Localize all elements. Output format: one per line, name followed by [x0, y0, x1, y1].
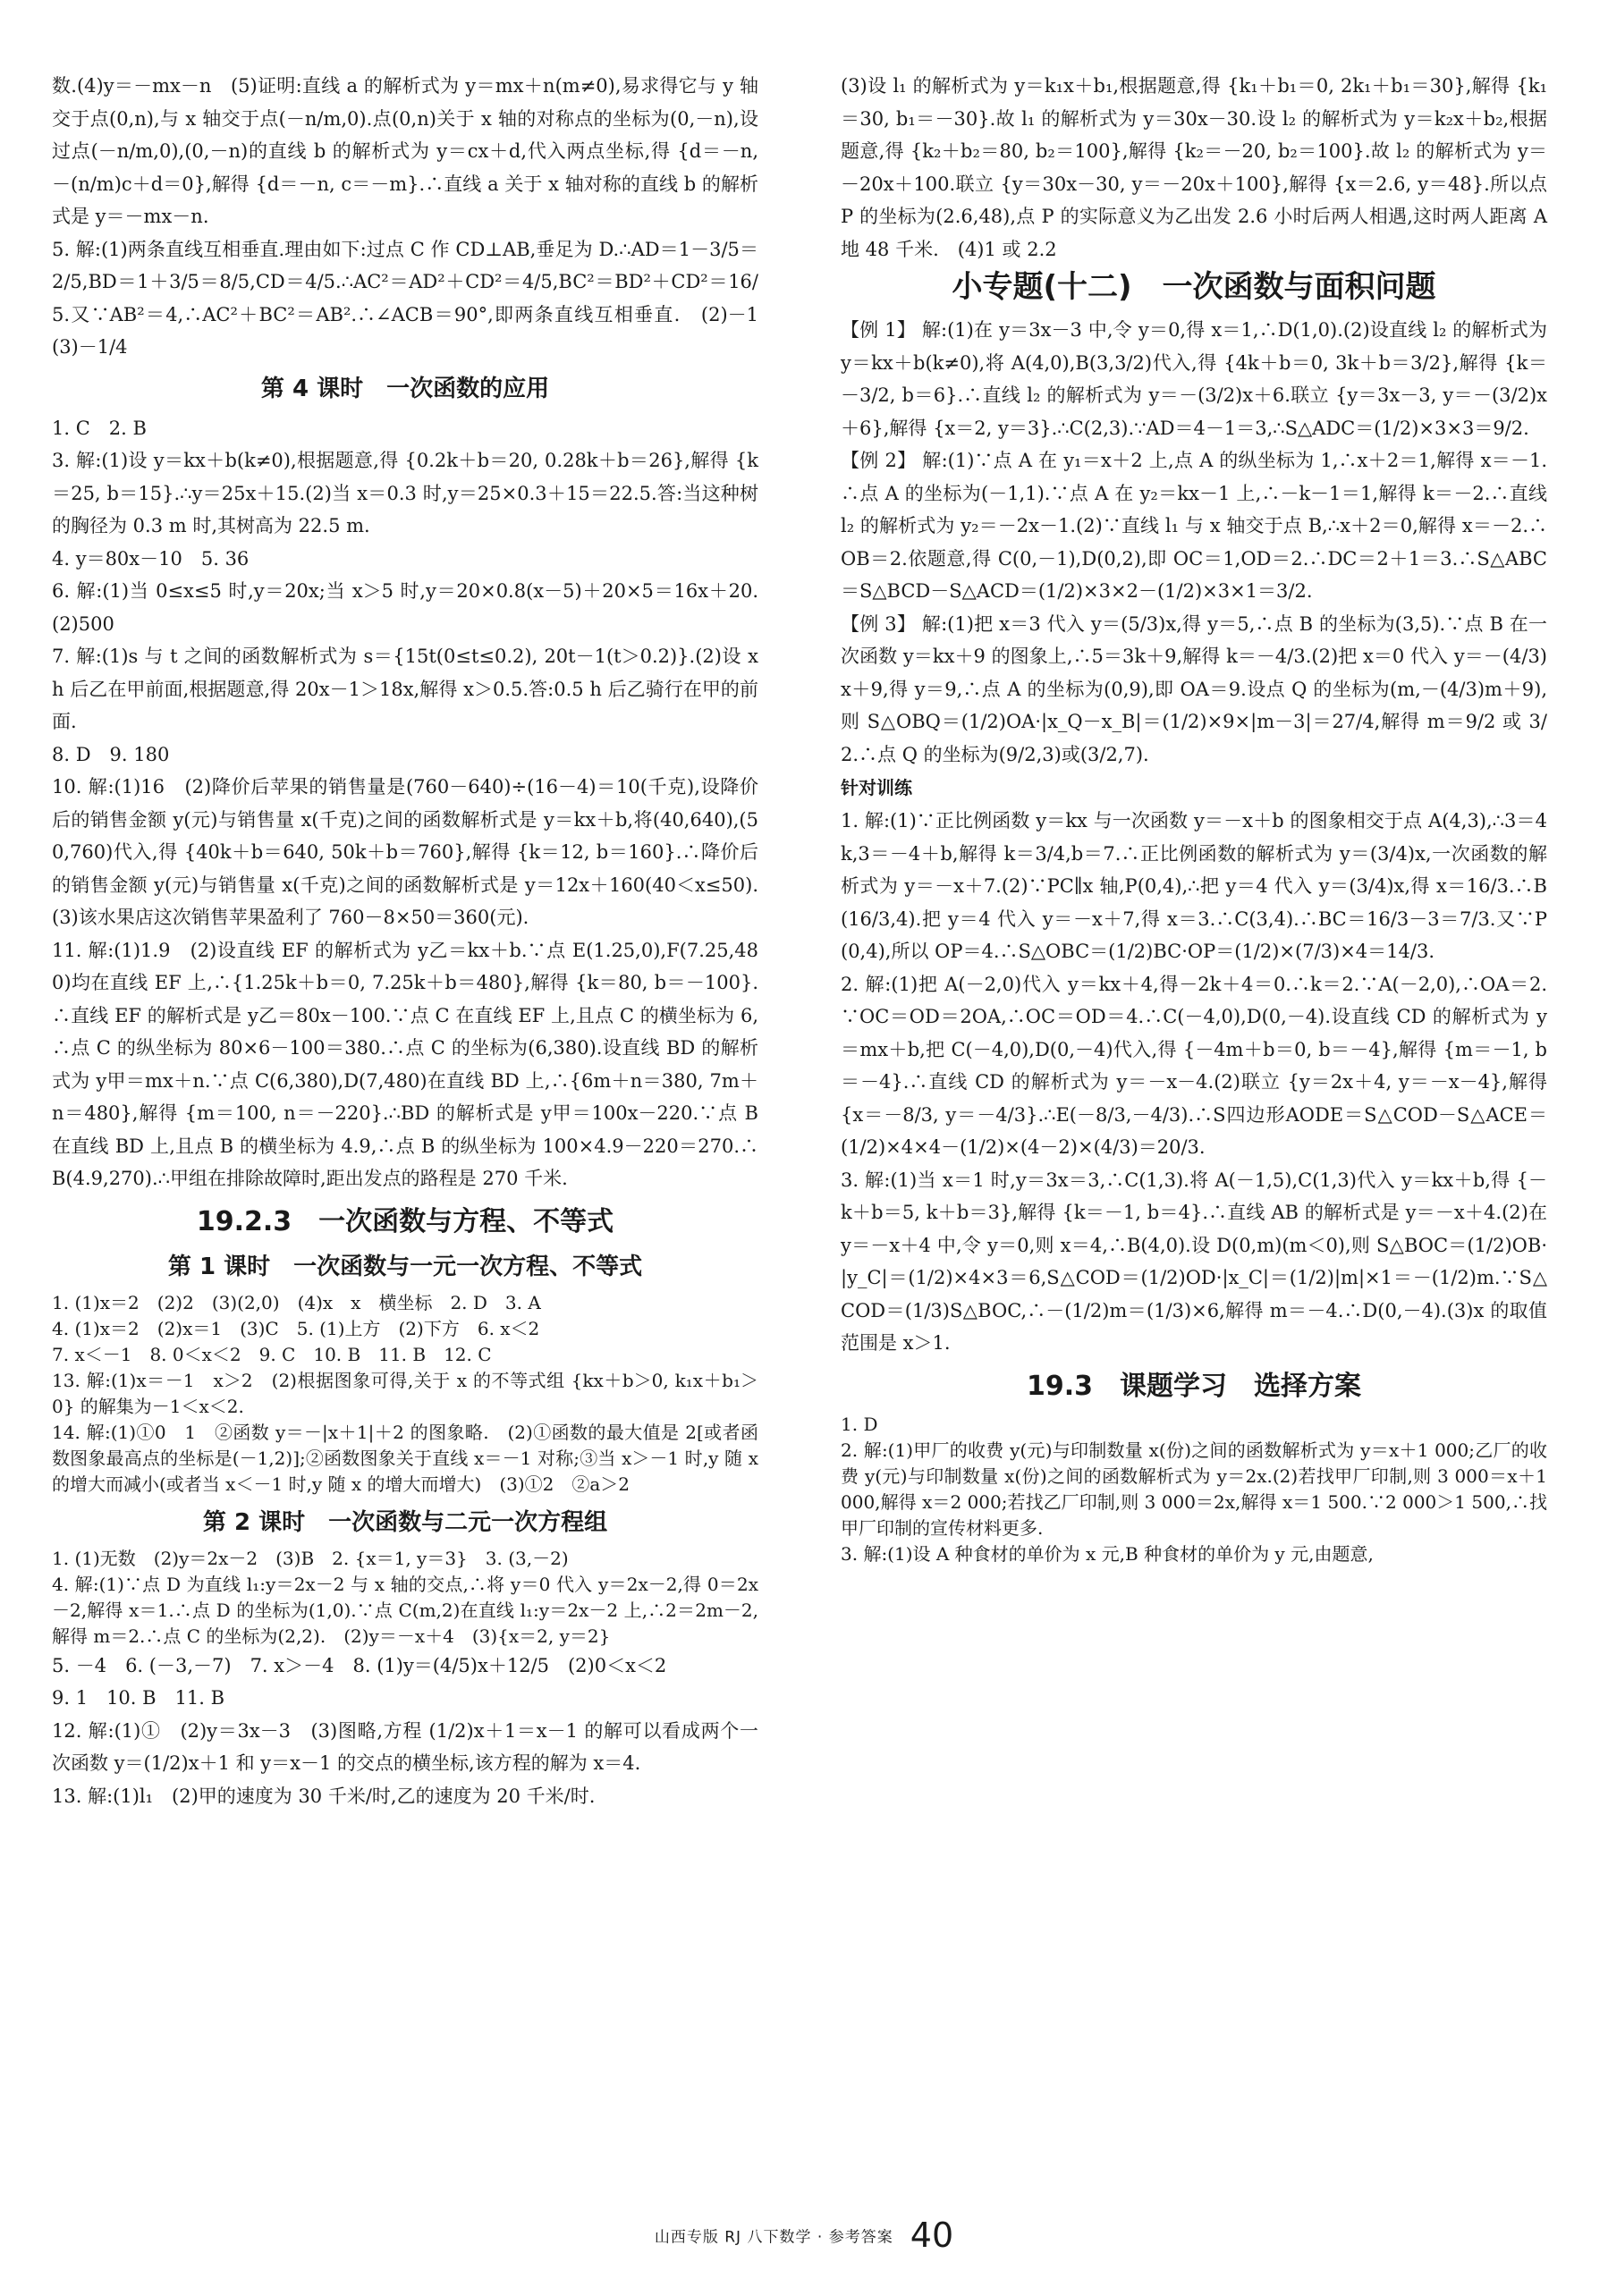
answer-paragraph: 14. 解:(1)①0 1 ②函数 y＝－|x＋1|＋2 的图象略. (2)①函数的最大值是 2[或者函数图象最高点的坐标是(－1,2)];②函数图象关于直线 x＝－1 对称;③当 x＞－1 时,y 随 x 的增大而减小(或者当 x＜－1 时,y 随 x 的增大而增大) (3)①2 ②a＞2: [52, 1421, 758, 1495]
answer-paragraph: 13. 解:(1)x＝－1 x＞2 (2)根据图象可得,关于 x 的不等式组 {kx＋b＞0, k₁x＋b₁＞0} 的解集为－1＜x＜2.: [52, 1369, 758, 1417]
page-footer: [0, 2216, 1608, 2255]
left-column: [52, 70, 777, 1812]
answer-paragraph: 1. (1)无数 (2)y＝2x－2 (3)B 2. {x＝1, y＝3} 3. (3,－2): [52, 1547, 569, 1569]
answer-paragraph: 10. 解:(1)16 (2)降价后苹果的销售量是(760－640)÷(16－4)＝10(千克),设降价后的销售金额 y(元)与销售量 x(千克)之间的函数解析式是 y＝kx＋b,将(40,640),(50,760)代入,得 {40k＋b＝640, 50k＋b＝760},解得 {k＝12, b＝160}.∴降价后的销售金额 y(元)与销售量 x(千克)之间的函数解析式是 y＝12x＋160(40＜x≤50).(3)该水果店这次销售苹果盈利了 760－8×50＝360(元).: [52, 776, 758, 928]
answer-paragraph: 5. 解:(1)两条直线互相垂直.理由如下:过点 C 作 CD⊥AB,垂足为 D.∴AD＝1－3/5＝2/5,BD＝1＋3/5＝8/5,CD＝4/5.∴AC²＝AD²＋CD²＝4/5,BC²＝BD²＋CD²＝16/5.又∵AB²＝4,∴AC²＋BC²＝AB².∴∠ACB＝90°,即两条直线互相垂直. (2)－1 (3)－1/4: [52, 238, 777, 358]
answer-paragraph: 1. 解:(1)∵正比例函数 y＝kx 与一次函数 y＝－x＋b 的图象相交于点 A(4,3),∴3＝4k,3＝－4＋b,解得 k＝3/4,b＝7.∴正比例函数的解析式为 y＝(3/4)x,一次函数的解析式为 y＝－x＋7.(2)∵PC∥x 轴,P(0,4),∴把 y＝4 代入 y＝(3/4)x,得 x＝16/3.∴B(16/3,4).把 y＝4 代入 y＝－x＋7,得 x＝3.∴C(3,4).∴BC＝16/3－3＝7/3.又∵P(0,4),所以 OP＝4.∴S△OBC＝(1/2)BC·OP＝(1/2)×(7/3)×4＝14/3.: [841, 810, 1547, 962]
section-heading: 19.2.3 一次函数与方程、不等式: [196, 1205, 614, 1237]
section-heading: 第 1 课时 一次函数与一元一次方程、不等式: [167, 1253, 643, 1280]
right-column: [841, 70, 1547, 1567]
answer-paragraph: 5. －4 6. (－3,－7) 7. x＞－4 8. (1)y＝(4/5)x＋12/5 (2)0＜x＜2: [52, 1654, 667, 1676]
section-heading: 19.3 课题学习 选择方案: [1026, 1370, 1362, 1402]
answer-paragraph: 1. D: [841, 1413, 878, 1435]
answer-paragraph: 【例 1】 解:(1)在 y＝3x－3 中,令 y＝0,得 x＝1,∴D(1,0).(2)设直线 l₂ 的解析式为 y＝kx＋b(k≠0),将 A(4,0),B(3,3/2)代入,得 {4k＋b＝0, 3k＋b＝3/2},解得 {k＝－3/2, b＝6}.∴直线 l₂ 的解析式为 y＝－(3/2)x＋6.联立 {y＝3x－3, y＝－(3/2)x＋6},解得 {x＝2, y＝3}.∴C(2,3).∵AD＝4－1＝3,∴S△ADC＝(1/2)×3×3＝9/2.: [841, 319, 1547, 439]
answer-paragraph: 6. 解:(1)当 0≤x≤5 时,y＝20x;当 x＞5 时,y＝20×0.8(x－5)＋20×5＝16x＋20. (2)500: [52, 580, 777, 635]
answer-paragraph: 11. 解:(1)1.9 (2)设直线 EF 的解析式为 y乙＝kx＋b.∵点 E(1.25,0),F(7.25,480)均在直线 EF 上,∴{1.25k＋b＝0, 7.25k＋b＝480},解得 {k＝80, b＝－100}.∴直线 EF 的解析式是 y乙＝80x－100.∵点 C 在直线 EF 上,且点 C 的横坐标为 6,∴点 C 的纵坐标为 80×6－100＝380.∴点 C 的坐标为(6,380).设直线 BD 的解析式为 y甲＝mx＋n.∵点 C(6,380),D(7,480)在直线 BD 上,∴{6m＋n＝380, 7m＋n＝480},解得 {m＝100, n＝－220}.∴BD 的解析式是 y甲＝100x－220.∵点 B 在直线 BD 上,且点 B 的横坐标为 4.9,∴点 B 的纵坐标为 100×4.9－220＝270.∴B(4.9,270).∴甲组在排除故障时,距出发点的路程是 270 千米.: [52, 939, 758, 1189]
answer-paragraph: 12. 解:(1)① (2)y＝3x－3 (3)图略,方程 (1/2)x＋1＝x－1 的解可以看成两个一次函数 y＝(1/2)x＋1 和 y＝x－1 的交点的横坐标,该方程的解为 x＝4.: [52, 1719, 758, 1774]
answer-paragraph: (3)设 l₁ 的解析式为 y＝k₁x＋b₁,根据题意,得 {k₁＋b₁＝0, 2k₁＋b₁＝30},解得 {k₁＝30, b₁＝－30}.故 l₁ 的解析式为 y＝30x－30.设 l₂ 的解析式为 y＝k₂x＋b₂,根据题意,得 {k₂＋b₂＝80, b₂＝100},解得 {k₂＝－20, b₂＝100}.故 l₂ 的解析式为 y＝－20x＋100.联立 {y＝30x－30, y＝－20x＋100},解得 {x＝2.6, y＝48}.所以点 P 的坐标为(2.6,48),点 P 的实际意义为乙出发 2.6 小时后两人相遇,这时两人距离 A 地 48 千米. (4)1 或 2.2: [841, 75, 1547, 260]
page-number: 40: [910, 2216, 954, 2255]
section-heading: 第 2 课时 一次函数与二元一次方程组: [202, 1508, 608, 1536]
answer-paragraph: 9. 1 10. B 11. B: [52, 1687, 225, 1709]
answer-paragraph: 数.(4)y＝－mx－n (5)证明:直线 a 的解析式为 y＝mx＋n(m≠0),易求得它与 y 轴交于点(0,n),与 x 轴交于点(－n/m,0).点(0,n)关于 x 轴的对称点的坐标为(0,－n),设过点(－n/m,0),(0,－n)的直线 b 的解析式为 y＝cx＋d,代入两点坐标,得 {d＝－n, －(n/m)c＋d＝0},解得 {d＝－n, c＝－m}.∴直线 a 关于 x 轴对称的直线 b 的解析式是 y＝－mx－n.: [52, 75, 758, 227]
answer-paragraph: 3. 解:(1)设 A 种食材的单价为 x 元,B 种食材的单价为 y 元,由题意,: [841, 1542, 1374, 1565]
answer-paragraph: 13. 解:(1)l₁ (2)甲的速度为 30 千米/时,乙的速度为 20 千米/时.: [52, 1785, 596, 1807]
sub-heading: 针对训练: [841, 777, 912, 798]
answer-paragraph: 7. 解:(1)s 与 t 之间的函数解析式为 s＝{15t(0≤t≤0.2), 20t－1(t＞0.2)}.(2)设 x h 后乙在甲前面,根据题意,得 20x－1＞18x,解得 x＞0.5.答:0.5 h 后乙骑行在甲的前面.: [52, 646, 758, 732]
answer-paragraph: 1. (1)x＝2 (2)2 (3)(2,0) (4)x x 横坐标 2. D 3. A: [52, 1291, 541, 1313]
answer-paragraph: 3. 解:(1)当 x＝1 时,y＝3x＝3,∴C(1,3).将 A(－1,5),C(1,3)代入 y＝kx＋b,得 {－k＋b＝5, k＋b＝3},解得 {k＝－1, b＝4}.∴直线 AB 的解析式是 y＝－x＋4.(2)在 y＝－x＋4 中,令 y＝0,则 x＝4,∴B(4,0).设 D(0,m)(m＜0),则 S△BOC＝(1/2)OB·|y_C|＝(1/2)×4×3＝6,S△COD＝(1/2)OD·|x_C|＝(1/2)|m|×1＝－(1/2)m.∵S△COD＝(1/3)S△BOC,∴－(1/2)m＝(1/3)×6,解得 m＝－4.∴D(0,－4).(3)x 的取值范围是 x＞1.: [841, 1169, 1547, 1354]
footer-label: 山西专版 RJ 八下数学 · 参考答案: [654, 2228, 893, 2247]
answer-paragraph: 2. 解:(1)甲厂的收费 y(元)与印制数量 x(份)之间的函数解析式为 y＝x＋1 000;乙厂的收费 y(元)与印制数量 x(份)之间的函数解析式为 y＝2x.(2)若找甲厂印制,则 3 000＝x＋1 000,解得 x＝2 000;若找乙厂印制,则 3 000＝2x,解得 x＝1 500.∵2 000＞1 500,∴找甲厂印制的宣传材料更多.: [841, 1439, 1547, 1539]
answer-paragraph: 8. D 9. 180: [52, 743, 170, 765]
answer-paragraph: 4. 解:(1)∵点 D 为直线 l₁:y＝2x－2 与 x 轴的交点,∴将 y＝0 代入 y＝2x－2,得 0＝2x－2,解得 x＝1.∴点 D 的坐标为(1,0).∵点 C(m,2)在直线 l₁:y＝2x－2 上,∴2＝2m－2,解得 m＝2.∴点 C 的坐标为(2,2). (2)y＝－x＋4 (3){x＝2, y＝2}: [52, 1573, 758, 1647]
answer-paragraph: 【例 3】 解:(1)把 x＝3 代入 y＝(5/3)x,得 y＝5,∴点 B 的坐标为(3,5).∵点 B 在一次函数 y＝kx＋9 的图象上,∴5＝3k＋9,解得 k＝－4/3.(2)把 x＝0 代入 y＝－(4/3)x＋9,得 y＝9,∴点 A 的坐标为(0,9),即 OA＝9.设点 Q 的坐标为(m,－(4/3)m＋9),则 S△OBQ＝(1/2)OA·|x_Q－x_B|＝(1/2)×9×|m－3|＝27/4,解得 m＝9/2 或 3/2.∴点 Q 的坐标为(9/2,3)或(3/2,7).: [841, 612, 1547, 765]
answer-paragraph: 4. y＝80x－10 5. 36: [52, 547, 250, 570]
answer-paragraph: 2. 解:(1)把 A(－2,0)代入 y＝kx＋4,得－2k＋4＝0.∴k＝2.∵A(－2,0),∴OA＝2.∵OC＝OD＝2OA,∴OC＝OD＝4.∴C(－4,0),D(0,－4).设直线 CD 的解析式为 y＝mx＋b,把 C(－4,0),D(0,－4)代入,得 {－4m＋b＝0, b＝－4},解得 {m＝－1, b＝－4}.∴直线 CD 的解析式为 y＝－x－4.(2)联立 {y＝2x＋4, y＝－x－4},解得 {x＝－8/3, y＝－4/3}.∴E(－8/3,－4/3).∴S四边形AODE＝S△COD－S△ACE＝(1/2)×4×4－(1/2)×(4－2)×(4/3)＝20/3.: [841, 973, 1547, 1158]
answer-paragraph: 3. 解:(1)设 y＝kx＋b(k≠0),根据题意,得 {0.2k＋b＝20, 0.28k＋b＝26},解得 {k＝25, b＝15}.∴y＝25x＋15.(2)当 x＝0.3 时,y＝25×0.3＋15＝22.5.答:当这种树的胸径为 0.3 m 时,其树高为 22.5 m.: [52, 450, 758, 536]
answer-paragraph: 7. x＜－1 8. 0＜x＜2 9. C 10. B 11. B 12. C: [52, 1343, 492, 1365]
answer-paragraph: 【例 2】 解:(1)∵点 A 在 y₁＝x＋2 上,点 A 的纵坐标为 1,∴x＋2＝1,解得 x＝－1.∴点 A 的坐标为(－1,1).∵点 A 在 y₂＝kx－1 上,∴－k－1＝1,解得 k＝－2.∴直线 l₂ 的解析式为 y₂＝－2x－1.(2)∵直线 l₁ 与 x 轴交于点 B,∴x＋2＝0,解得 x＝－2.∴OB＝2.依题意,得 C(0,－1),D(0,2),即 OC＝1,OD＝2.∴DC＝2＋1＝3.∴S△ABC＝S△BCD－S△ACD＝(1/2)×3×2－(1/2)×3×1＝3/2.: [841, 450, 1547, 602]
section-heading: 第 4 课时 一次函数的应用: [260, 375, 550, 402]
answer-paragraph: 1. C 2. B: [52, 417, 147, 439]
section-heading: 小专题(十二) 一次函数与面积问题: [952, 269, 1436, 305]
answer-paragraph: 4. (1)x＝2 (2)x＝1 (3)C 5. (1)上方 (2)下方 6. x＜2: [52, 1317, 540, 1339]
